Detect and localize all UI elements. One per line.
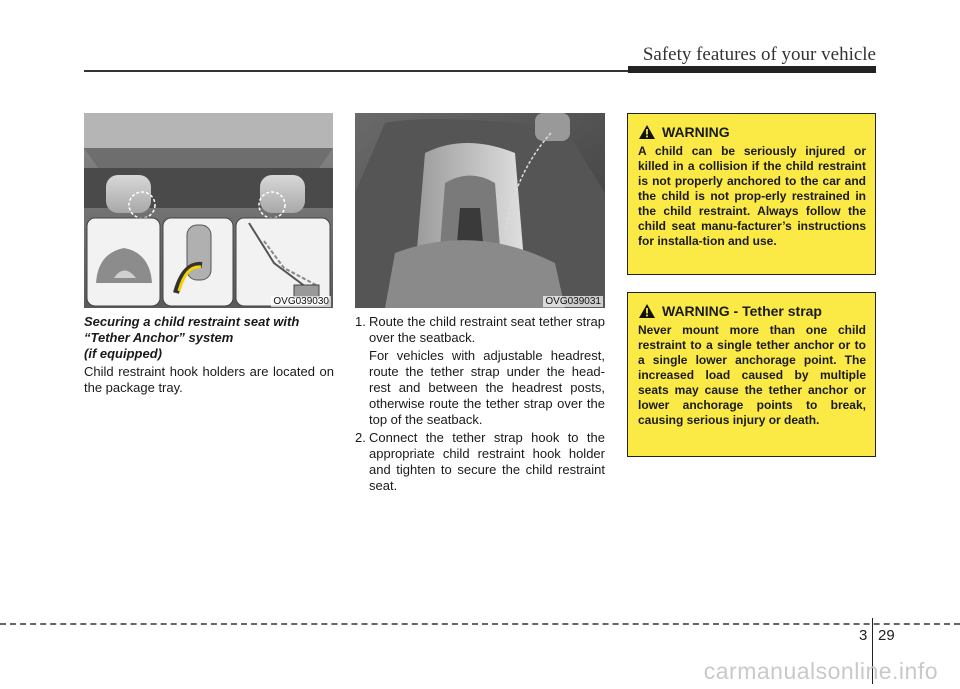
chapter-number: 3 [859, 627, 868, 644]
step-text: Connect the tether strap hook to the appropriate child restraint hook holder and tighten to secure the child restraint seat. [369, 430, 605, 493]
warning-body: A child can be seriously injured or killed in a collision if the child restraint is not properly anchored to the car and the child is not prop-erly restrained in the child restraint. Always follow the child seat manu-facturer’s instructions for installa-tion and use. [638, 144, 866, 248]
figure-hook-holders [84, 113, 333, 308]
section-heading: Securing a child restraint seat with “Tether Anchor” system (if equipped) [84, 314, 300, 361]
figure-child-seat-illustration [355, 113, 605, 308]
page-number: 29 [878, 627, 895, 644]
figure-child-seat [355, 113, 605, 308]
header-rule-accent [628, 66, 876, 73]
running-header: Safety features of your vehicle [642, 44, 876, 65]
warning-box [627, 292, 876, 457]
figure-code: OVG039030 [273, 296, 329, 307]
step-item [355, 430, 605, 494]
warning-title-text: WARNING - Tether strap [662, 303, 822, 319]
warning-box [627, 113, 876, 275]
figure-hook-holders-illustration [84, 113, 333, 308]
step-text: Route the child restraint seat tether strap over the seatback. [369, 314, 605, 345]
warning-triangle-icon [638, 124, 656, 140]
footer-rule [0, 623, 960, 625]
instruction-steps [355, 314, 605, 494]
warning-title [638, 124, 866, 140]
watermark: carmanualsonline.info [703, 658, 938, 684]
step-item [355, 314, 605, 346]
header-rule [84, 70, 631, 72]
warning-title-text: WARNING [662, 124, 730, 140]
warning-body: Never mount more than one child restraint to a single tether anchor or to a single lower anchorage point. The increased load caused by multiple seats may cause the tether anchor or lower anchorage points to break, causing serious injury or death. [638, 323, 866, 427]
step-number: 2. [355, 430, 366, 445]
figure-code: OVG039031 [545, 296, 601, 307]
step-number: 1. [355, 314, 366, 329]
warning-triangle-icon [638, 303, 656, 319]
section-body: Child restraint hook holders are located on the package tray. [84, 364, 334, 395]
step-subtext: For vehicles with adjustable headrest, route the tether strap under the head-rest and between the headrest posts, otherwise route the tether strap over the top of the seatback. [369, 348, 605, 427]
warning-title [638, 303, 866, 319]
